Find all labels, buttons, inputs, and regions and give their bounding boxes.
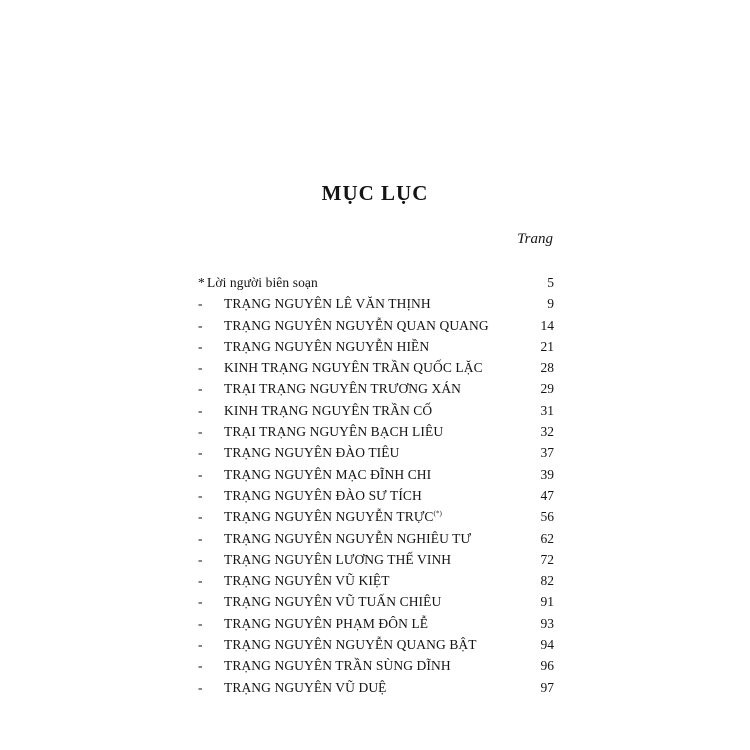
toc-entry-marker: - (198, 296, 203, 312)
toc-entry-page-number: 37 (540, 445, 554, 461)
toc-entry-title-text: TRẠNG NGUYÊN NGUYỄN TRỰC (224, 509, 434, 525)
toc-entry-title (224, 528, 471, 549)
toc-entry-page-number: 29 (540, 381, 554, 397)
toc-entry-title (224, 655, 451, 676)
toc-entry-page-number: 32 (540, 424, 554, 440)
toc-entry-page-number: 39 (540, 466, 554, 482)
toc-entry (198, 613, 554, 634)
toc-entry (198, 506, 554, 527)
toc-entry-title-text: TRẠNG NGUYÊN ĐÀO TIÊU (224, 445, 400, 461)
toc-entry-title (224, 357, 483, 378)
toc-entry-title-text: TRẠNG NGUYÊN NGUYỄN QUANG BẬT (224, 637, 477, 653)
toc-entry-marker: - (198, 338, 203, 354)
toc-entry-marker: - (198, 509, 203, 525)
toc-entry-marker: - (198, 658, 203, 674)
toc-entry-title-text: TRẠNG NGUYÊN ĐÀO SƯ TÍCH (224, 487, 422, 503)
toc-entry-title (207, 272, 318, 293)
toc-entry-title-text: TRẠNG NGUYÊN VŨ TUẤN CHIÊU (224, 594, 442, 610)
toc-entry-title-text: TRẠNG NGUYÊN MẠC ĐĨNH CHI (224, 466, 432, 482)
toc-entry-title-text: TRẠI TRẠNG NGUYÊN TRƯƠNG XÁN (224, 381, 462, 397)
toc-entry-title-text: TRẠNG NGUYÊN VŨ DUỆ (224, 679, 387, 695)
toc-entry-title (224, 315, 489, 336)
toc-entry-title-text: TRẠI TRẠNG NGUYÊN BẠCH LIÊU (224, 424, 444, 440)
toc-entry-page-number: 5 (547, 275, 554, 290)
toc-entry-page-number: 28 (540, 360, 554, 376)
toc-entry (198, 400, 554, 421)
toc-entry (198, 591, 554, 612)
toc-entry-title (224, 570, 390, 591)
toc-entry (198, 293, 554, 314)
toc-entry-title-text: TRẠNG NGUYÊN LÊ VĂN THỊNH (224, 296, 431, 312)
page-column-heading: Trang (517, 231, 553, 247)
toc-entry (198, 549, 554, 570)
toc-entry (198, 336, 554, 357)
toc-entry-marker: - (198, 594, 203, 610)
toc-entry-page-number: 9 (547, 296, 554, 312)
toc-entry-marker: - (198, 445, 203, 461)
toc-entry-title (224, 293, 431, 314)
toc-entry-page-number: 21 (540, 338, 554, 354)
toc-entry-marker: - (198, 573, 203, 589)
toc-entry-marker: - (198, 679, 203, 695)
toc-entry (198, 528, 554, 549)
toc-entry-marker: - (198, 637, 203, 653)
toc-entry-page-number: 97 (540, 679, 554, 695)
toc-entry-title (224, 442, 399, 463)
toc-entry-marker: - (198, 381, 203, 397)
toc-entry-title-text: TRẠNG NGUYÊN TRẦN SÙNG DĨNH (224, 658, 451, 674)
toc-entry-page-number: 91 (540, 594, 554, 610)
toc-entry (198, 357, 554, 378)
page-title: MỤC LỤC (321, 181, 429, 205)
toc-entry (198, 570, 554, 591)
toc-entry-page-number: 96 (540, 658, 554, 674)
toc-entry-title-text: Lời người biên soạn (207, 275, 318, 290)
toc-entry-page-number: 56 (540, 509, 554, 525)
toc-entry-title-text: TRẠNG NGUYÊN PHẠM ĐÔN LỄ (224, 615, 429, 631)
toc-entry-title-text: TRẠNG NGUYÊN NGUYỄN QUAN QUANG (224, 317, 489, 333)
toc-entry-page-number: 82 (540, 573, 554, 589)
toc-entry-title (224, 378, 461, 399)
toc-entry-marker: - (198, 360, 203, 376)
toc-entry (198, 378, 554, 399)
toc-entry-title (224, 485, 422, 506)
toc-entry-title (224, 591, 441, 612)
footnote-marker: (*) (433, 509, 442, 518)
toc-entry-marker: - (198, 487, 203, 503)
toc-entry-page-number: 72 (540, 551, 554, 567)
toc-entry-title (224, 634, 477, 655)
toc-entry (198, 272, 554, 293)
toc-entry-page-number: 62 (540, 530, 554, 546)
toc-entry-marker: - (198, 402, 203, 418)
toc-entry-page-number: 94 (540, 637, 554, 653)
toc-entry-title-text: TRẠNG NGUYÊN NGUYỄN NGHIÊU TƯ (224, 530, 472, 546)
toc-entry-title-text: TRẠNG NGUYÊN VŨ KIỆT (224, 573, 390, 589)
toc-entry (198, 655, 554, 676)
toc-entry-title (224, 421, 443, 442)
toc-entry-marker: - (198, 466, 203, 482)
toc-entry-page-number: 93 (540, 615, 554, 631)
toc-entry-title (224, 613, 428, 634)
toc-entry-title (224, 506, 442, 527)
toc-entry-marker: - (198, 615, 203, 631)
toc-entry-marker: - (198, 530, 203, 546)
toc-entry-marker: * (198, 275, 205, 290)
table-of-contents (198, 272, 554, 698)
toc-entry-title (224, 400, 432, 421)
toc-entry-marker: - (198, 317, 203, 333)
toc-entry-title (224, 336, 429, 357)
toc-entry-page-number: 14 (540, 317, 554, 333)
toc-entry-page-number: 47 (540, 487, 554, 503)
toc-entry (198, 315, 554, 336)
toc-entry-title-text: TRẠNG NGUYÊN NGUYỄN HIỀN (224, 338, 430, 354)
toc-entry-title (224, 549, 451, 570)
toc-entry-title-text: KINH TRẠNG NGUYÊN TRẦN CỐ (224, 402, 433, 418)
toc-entry-marker: - (198, 551, 203, 567)
toc-entry (198, 421, 554, 442)
toc-entry-page-number: 31 (540, 402, 554, 418)
toc-entry (198, 485, 554, 506)
toc-entry-title-text: KINH TRẠNG NGUYÊN TRẦN QUỐC LẶC (224, 360, 483, 376)
toc-entry-title-text: TRẠNG NGUYÊN LƯƠNG THẾ VINH (224, 551, 452, 567)
toc-entry (198, 677, 554, 698)
toc-entry (198, 442, 554, 463)
toc-entry-title (224, 464, 431, 485)
toc-entry-title (224, 677, 387, 698)
toc-entry-marker: - (198, 424, 203, 440)
toc-entry (198, 634, 554, 655)
toc-entry (198, 464, 554, 485)
